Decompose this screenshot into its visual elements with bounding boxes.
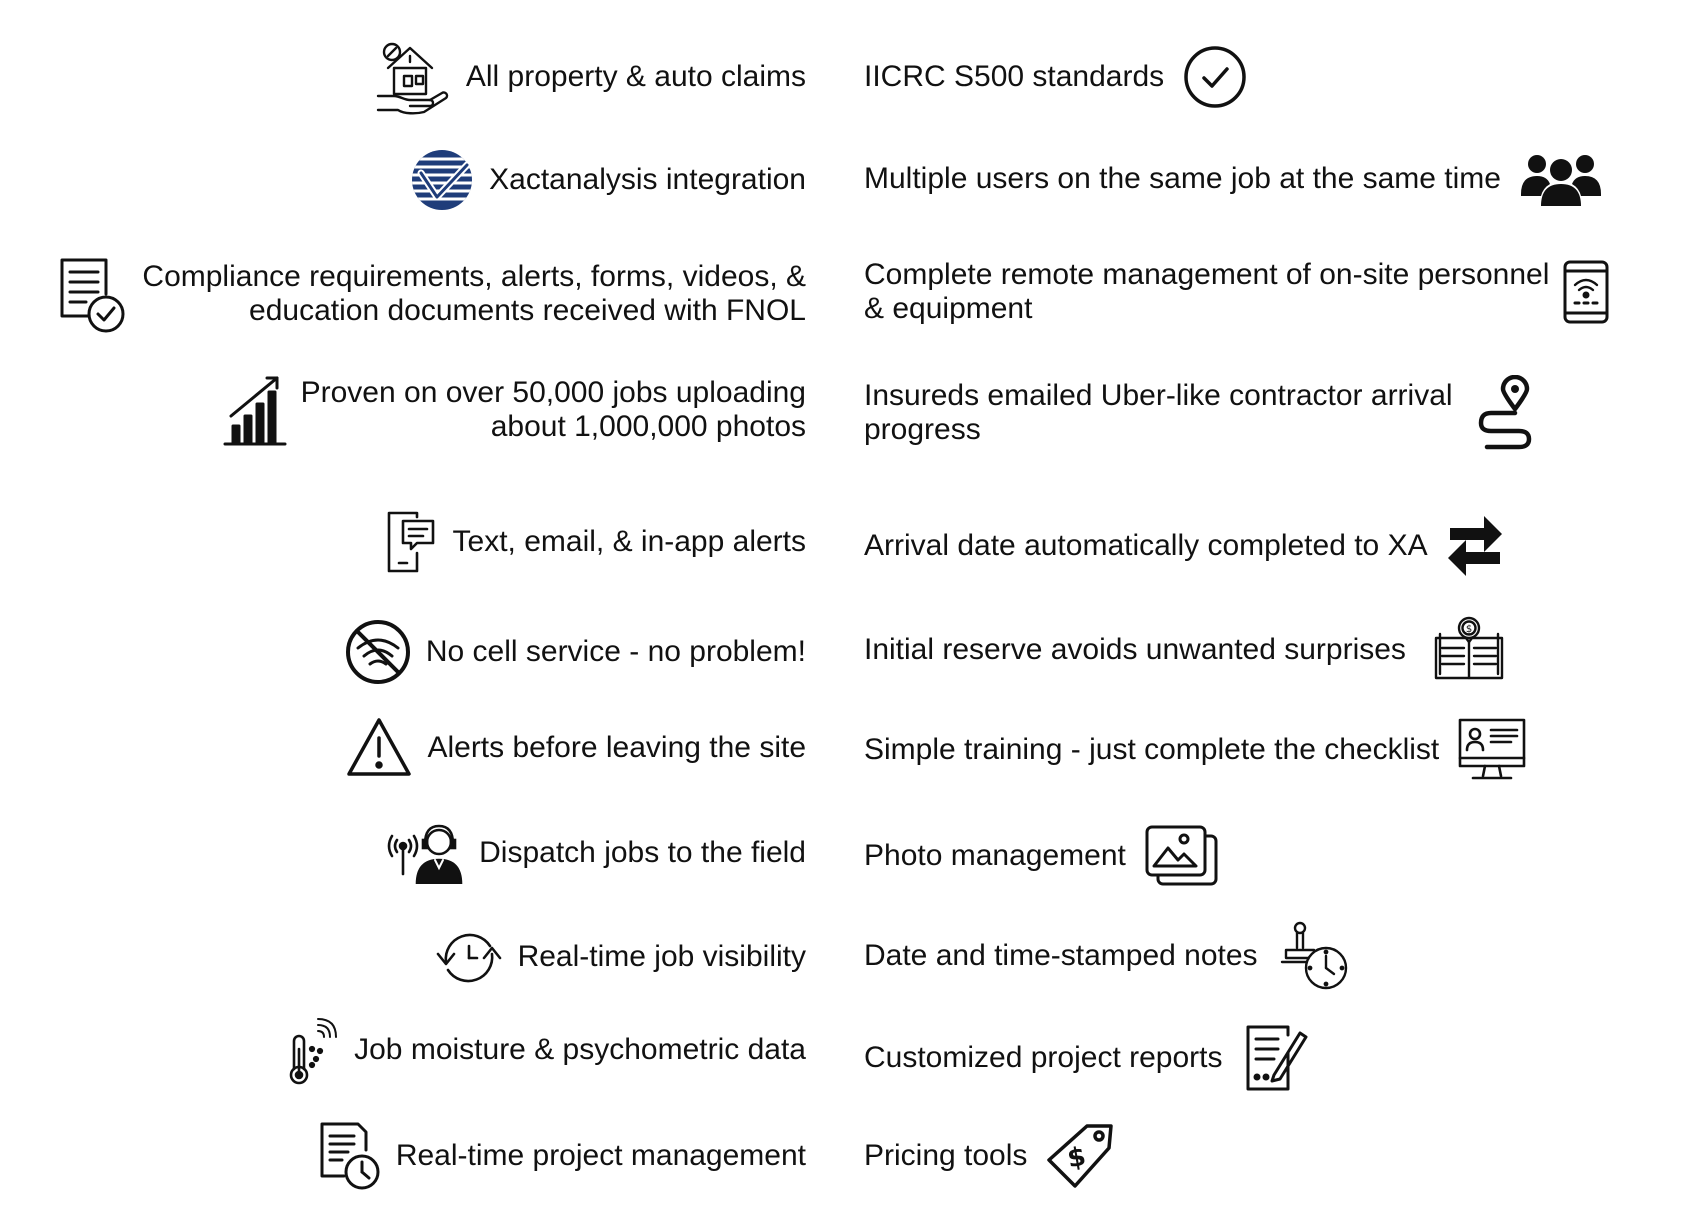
feature-simple-training (864, 712, 1684, 788)
growth-chart-icon (223, 372, 287, 448)
feature-label: IICRC S500 standards (864, 60, 1165, 93)
feature-label: Real-time job visibility (517, 940, 806, 973)
warning-triangle-icon (345, 716, 413, 780)
phone-message-icon (383, 509, 439, 575)
users-group-icon (1519, 150, 1603, 208)
feature-label: Text, email, & in-app alerts (452, 525, 806, 558)
feature-iicrc-standards (864, 42, 1684, 112)
feature-label: Pricing tools (864, 1139, 1028, 1172)
no-signal-icon (344, 618, 412, 686)
feature-label: Photo management (864, 839, 1126, 872)
svg-text:$: $ (1465, 624, 1473, 635)
feature-photo-management (864, 820, 1684, 892)
feature-label: All property & auto claims (465, 60, 806, 93)
dispatcher-headset-icon (387, 822, 465, 884)
checked-document-icon (56, 254, 128, 334)
feature-real-time-visibility (0, 922, 806, 992)
feature-label: Simple training - just complete the checklist (864, 733, 1440, 766)
feature-pricing-tools (864, 1116, 1684, 1196)
feature-alerts-before-leaving (0, 712, 806, 784)
photo-stack-icon (1144, 824, 1220, 888)
feature-insureds-emailed (864, 370, 1684, 456)
feature-proven-on-jobs (0, 370, 806, 450)
money-ledger-icon (1432, 616, 1506, 684)
feature-label: Initial reserve avoids unwanted surprises (864, 633, 1406, 666)
feature-no-cell-service (0, 616, 806, 688)
feature-time-stamped-notes (864, 918, 1684, 994)
feature-moisture-data (0, 1012, 806, 1088)
feature-label: Arrival date automatically completed to XA (864, 529, 1428, 562)
feature-label: Proven on over 50,000 jobs uploading about 1,000,000 photos (300, 376, 806, 443)
price-tag-icon (1045, 1120, 1115, 1192)
house-in-hand-icon (374, 38, 452, 116)
feature-text-email-alerts (0, 506, 806, 578)
feature-compliance-requirements (0, 254, 806, 334)
feature-label: Complete remote management of on-site personnel & equipment (864, 258, 1550, 325)
feature-label: Multiple users on the same job at the same time (864, 162, 1501, 195)
monitor-training-icon (1457, 716, 1527, 784)
stamp-clock-icon (1280, 920, 1350, 992)
feature-label: Xactanalysis integration (489, 163, 806, 196)
feature-label: Insureds emailed Uber-like contractor arrival progress (864, 379, 1453, 446)
feature-all-property-auto-claims (0, 38, 806, 116)
feature-initial-reserve (864, 612, 1684, 688)
feature-label: Job moisture & psychometric data (354, 1033, 806, 1066)
thermometer-signal-icon (284, 1013, 340, 1087)
route-pin-icon (1475, 375, 1537, 451)
feature-label: Date and time-stamped notes (864, 939, 1258, 972)
swap-arrows-icon (1446, 512, 1504, 580)
svg-text:$: $ (1065, 1141, 1089, 1175)
feature-label: Customized project reports (864, 1041, 1223, 1074)
tablet-wifi-icon (1561, 259, 1611, 325)
feature-label: Real-time project management (395, 1139, 806, 1172)
feature-multiple-users (864, 146, 1684, 212)
clock-refresh-icon (434, 926, 504, 988)
document-clock-icon (318, 1120, 382, 1192)
feature-label: Dispatch jobs to the field (479, 836, 806, 869)
feature-label: Alerts before leaving the site (427, 731, 806, 764)
feature-remote-management (864, 252, 1684, 332)
feature-dispatch-jobs (0, 818, 806, 888)
check-circle-icon (1182, 44, 1248, 110)
feature-project-management (0, 1118, 806, 1194)
feature-label: No cell service - no problem! (425, 635, 806, 668)
feature-project-reports (864, 1020, 1684, 1096)
feature-arrival-date (864, 508, 1684, 584)
feature-label: Compliance requirements, alerts, forms, videos, & education documents received with FNOL (142, 260, 806, 327)
feature-xactanalysis-integration (0, 146, 806, 214)
xactanalysis-logo-icon (409, 147, 475, 213)
report-pen-icon (1244, 1023, 1310, 1093)
